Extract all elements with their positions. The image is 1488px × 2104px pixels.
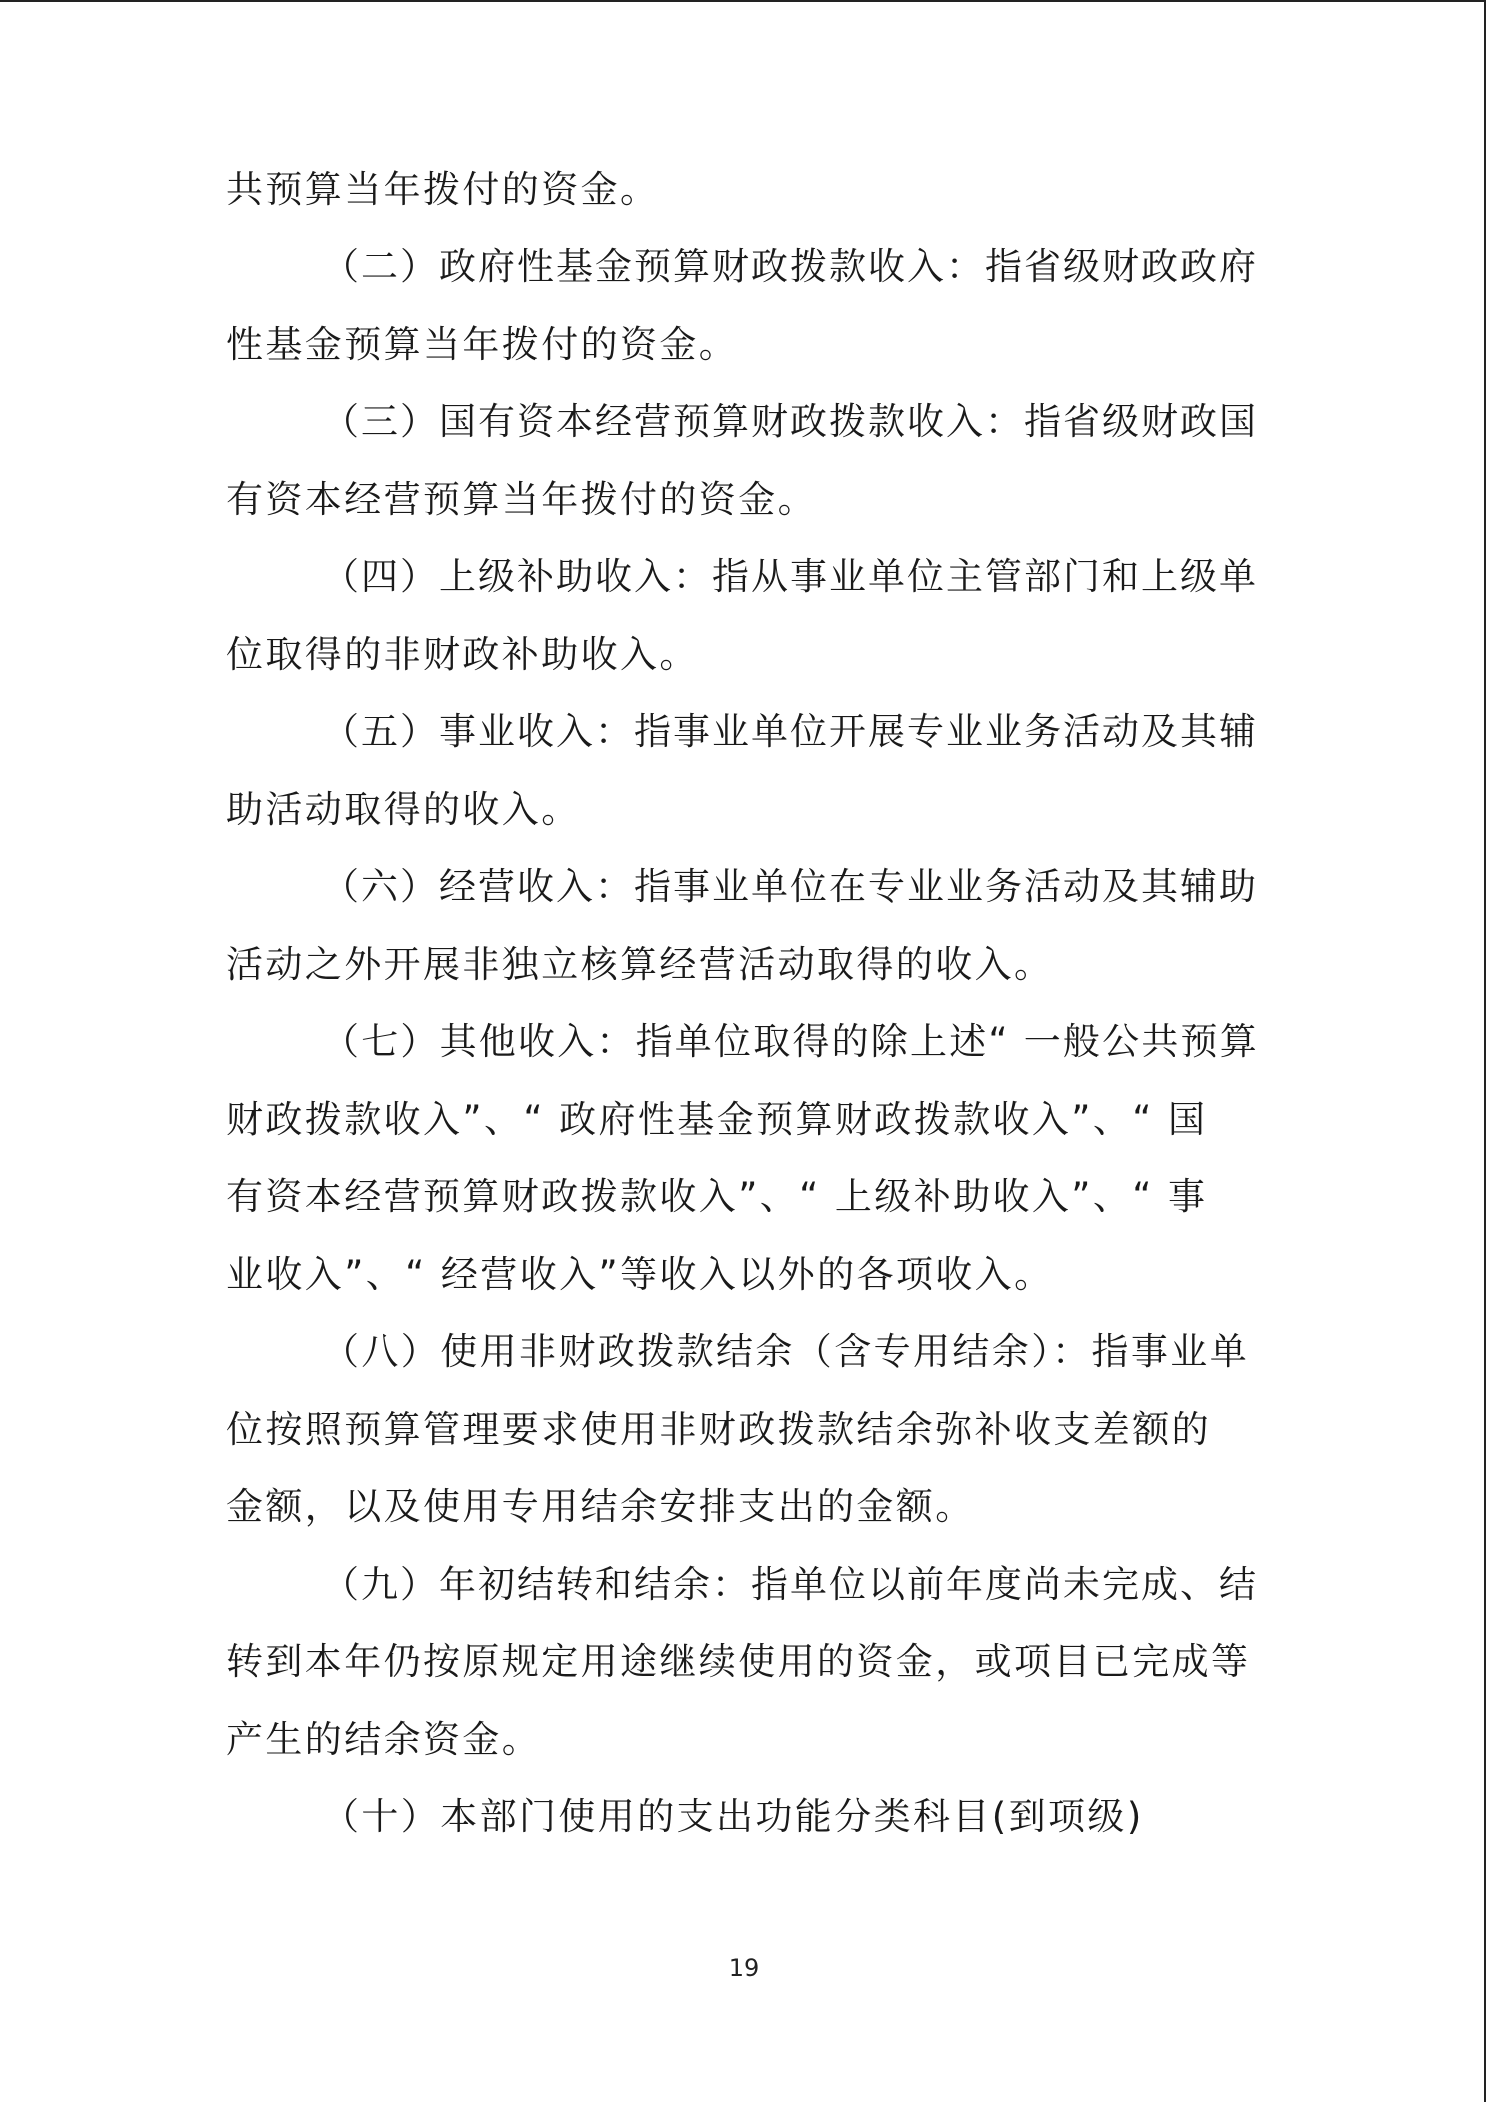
- paragraph-item-6: （六）经营收入：指事业单位在专业业务活动及其辅助: [322, 865, 1258, 908]
- text-line: 有资本经营预算财政拨款收入”、“ 上级补助收入”、“ 事: [226, 1175, 1208, 1218]
- paragraph-item-8: （八）使用非财政拨款结余（含专用结余）：指事业单: [322, 1330, 1250, 1373]
- text-line: 金额，以及使用专用结余安排支出的金额。: [226, 1485, 975, 1528]
- text-line: 业收入”、“ 经营收入”等收入以外的各项收入。: [226, 1253, 1054, 1296]
- text-line: 共预算当年拨付的资金。: [226, 168, 660, 211]
- text-line: 有资本经营预算当年拨付的资金。: [226, 478, 817, 521]
- paragraph-item-10: （十）本部门使用的支出功能分类科目(到项级): [322, 1795, 1144, 1838]
- paragraph-item-4: （四）上级补助收入：指从事业单位主管部门和上级单: [322, 555, 1258, 598]
- paragraph-item-2: （二）政府性基金预算财政拨款收入：指省级财政政府: [322, 245, 1258, 288]
- text-line: 产生的结余资金。: [226, 1718, 542, 1761]
- text-line: 位取得的非财政补助收入。: [226, 633, 699, 676]
- paragraph-item-9: （九）年初结转和结余：指单位以前年度尚未完成、结: [322, 1563, 1258, 1606]
- text-line: 助活动取得的收入。: [226, 788, 581, 831]
- text-line: 性基金预算当年拨付的资金。: [226, 323, 739, 366]
- paragraph-item-7: （七）其他收入：指单位取得的除上述“ 一般公共预算: [322, 1020, 1259, 1063]
- paragraph-item-3: （三）国有资本经营预算财政拨款收入：指省级财政国: [322, 400, 1258, 443]
- text-line: 活动之外开展非独立核算经营活动取得的收入。: [226, 943, 1054, 986]
- text-line: 位按照预算管理要求使用非财政拨款结余弥补收支差额的: [226, 1408, 1211, 1451]
- page-number: 19: [728, 1954, 760, 1982]
- text-line: 财政拨款收入”、“ 政府性基金预算财政拨款收入”、“ 国: [226, 1098, 1208, 1141]
- text-line: 转到本年仍按原规定用途继续使用的资金，或项目已完成等: [226, 1640, 1251, 1683]
- paragraph-item-5: （五）事业收入：指事业单位开展专业业务活动及其辅: [322, 710, 1258, 753]
